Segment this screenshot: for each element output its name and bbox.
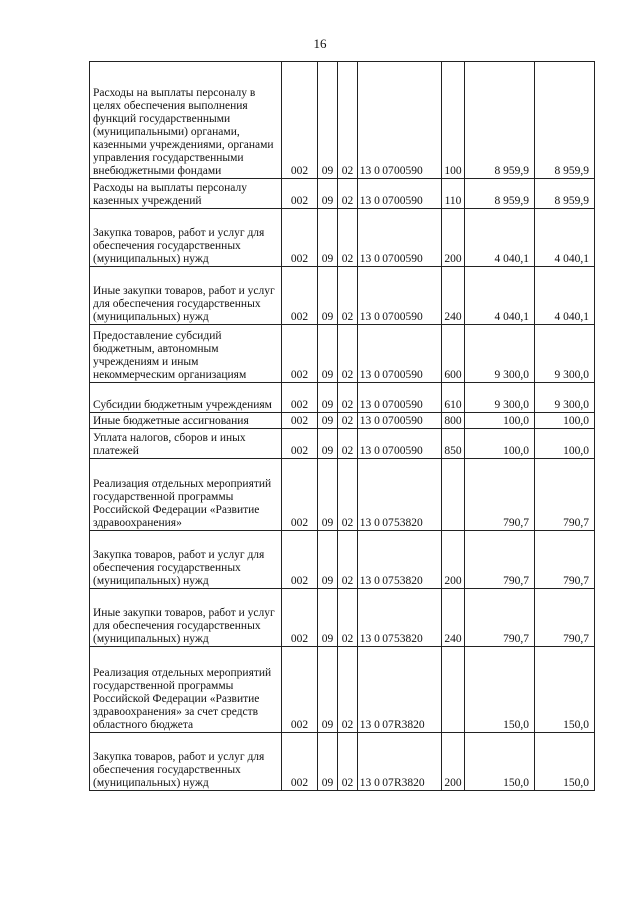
- amount-1: 9 300,0: [465, 383, 535, 413]
- expense-type-code: 800: [442, 413, 465, 429]
- subsection-code: 02: [338, 459, 358, 531]
- ved-code: 002: [282, 325, 318, 383]
- target-article-part: 0: [374, 777, 380, 789]
- ved-code: 002: [282, 209, 318, 267]
- target-article-part: 00590: [394, 415, 423, 427]
- target-article-part: 13: [359, 719, 372, 731]
- section-code: 09: [318, 531, 338, 589]
- amount-1: 4 040,1: [465, 267, 535, 325]
- target-article-part: 13: [359, 195, 372, 207]
- amount-2: 9 300,0: [535, 325, 595, 383]
- subsection-code: 02: [338, 267, 358, 325]
- amount-1: 150,0: [465, 733, 535, 791]
- subsection-code: 02: [338, 383, 358, 413]
- target-article-part: 0: [374, 165, 380, 177]
- target-article-part: 07: [382, 517, 394, 529]
- row-name: Реализация отдельных мероприятий государственной программы Российской Федерации «Развитие здравоохранения» за счет средств областного бюджета: [90, 647, 282, 733]
- target-article-part: 00590: [394, 445, 423, 457]
- amount-2: 9 300,0: [535, 383, 595, 413]
- ved-code: 002: [282, 179, 318, 209]
- subsection-code: 02: [338, 62, 358, 179]
- section-code: 09: [318, 429, 338, 459]
- target-article-code: [358, 413, 442, 429]
- target-article-part: 13: [359, 445, 372, 457]
- ved-code: 002: [282, 531, 318, 589]
- section-code: 09: [318, 383, 338, 413]
- ved-code: 002: [282, 733, 318, 791]
- subsection-code: 02: [338, 325, 358, 383]
- target-article-code: [358, 267, 442, 325]
- target-article-part: 00590: [394, 311, 423, 323]
- target-article-part: 00590: [394, 369, 423, 381]
- amount-2: 790,7: [535, 459, 595, 531]
- target-article-part: 00590: [394, 195, 423, 207]
- amount-2: 4 040,1: [535, 267, 595, 325]
- target-article-part: 07: [382, 575, 394, 587]
- ved-code: 002: [282, 459, 318, 531]
- target-article-part: 00590: [394, 399, 423, 411]
- target-article-part: 13: [359, 575, 372, 587]
- expense-type-code: 200: [442, 209, 465, 267]
- target-article-part: 0: [374, 517, 380, 529]
- amount-2: 150,0: [535, 733, 595, 791]
- ved-code: 002: [282, 267, 318, 325]
- table-row: [90, 647, 595, 733]
- amount-2: 790,7: [535, 589, 595, 647]
- table-row: [90, 413, 595, 429]
- amount-2: 100,0: [535, 429, 595, 459]
- ved-code: 002: [282, 62, 318, 179]
- subsection-code: 02: [338, 429, 358, 459]
- amount-1: 100,0: [465, 429, 535, 459]
- target-article-part: 0: [374, 311, 380, 323]
- amount-1: 150,0: [465, 647, 535, 733]
- amount-2: 8 959,9: [535, 62, 595, 179]
- ved-code: 002: [282, 383, 318, 413]
- target-article-code: [358, 62, 442, 179]
- target-article-code: [358, 733, 442, 791]
- subsection-code: 02: [338, 179, 358, 209]
- expense-type-code: [442, 647, 465, 733]
- target-article-part: 07: [382, 633, 394, 645]
- row-name: Расходы на выплаты персоналу в целях обеспечения выполнения функций государственными (муниципальными) органами, казенными учреждениями, органами управления государственными внебюджетными фондами: [90, 62, 282, 179]
- target-article-code: [358, 325, 442, 383]
- target-article-part: 13: [359, 369, 372, 381]
- section-code: 09: [318, 647, 338, 733]
- target-article-part: 07: [382, 195, 394, 207]
- target-article-code: [358, 209, 442, 267]
- target-article-part: 07: [382, 719, 394, 731]
- target-article-part: 0: [374, 415, 380, 427]
- row-name: Иные бюджетные ассигнования: [90, 413, 282, 429]
- amount-2: 8 959,9: [535, 179, 595, 209]
- target-article-part: R3820: [394, 719, 425, 731]
- section-code: 09: [318, 179, 338, 209]
- expense-type-code: 200: [442, 531, 465, 589]
- table-row: [90, 62, 595, 179]
- table-row: [90, 383, 595, 413]
- amount-1: 4 040,1: [465, 209, 535, 267]
- subsection-code: 02: [338, 733, 358, 791]
- section-code: 09: [318, 589, 338, 647]
- row-name: Иные закупки товаров, работ и услуг для обеспечения государственных (муниципальных) нужд: [90, 267, 282, 325]
- row-name: Уплата налогов, сборов и иных платежей: [90, 429, 282, 459]
- section-code: 09: [318, 459, 338, 531]
- page-number: 16: [313, 36, 327, 51]
- target-article-part: R3820: [394, 777, 425, 789]
- amount-2: 790,7: [535, 531, 595, 589]
- expense-type-code: 600: [442, 325, 465, 383]
- target-article-part: 07: [382, 445, 394, 457]
- expense-type-code: 110: [442, 179, 465, 209]
- table-row: [90, 459, 595, 531]
- target-article-part: 0: [374, 633, 380, 645]
- target-article-part: 07: [382, 253, 394, 265]
- row-name: Реализация отдельных мероприятий государственной программы Российской Федерации «Развитие здравоохранения»: [90, 459, 282, 531]
- amount-1: 790,7: [465, 589, 535, 647]
- amount-1: 8 959,9: [465, 62, 535, 179]
- table-row: [90, 267, 595, 325]
- target-article-part: 13: [359, 415, 372, 427]
- target-article-code: [358, 531, 442, 589]
- amount-2: 4 040,1: [535, 209, 595, 267]
- target-article-part: 0: [374, 719, 380, 731]
- target-article-part: 07: [382, 369, 394, 381]
- expense-type-code: 610: [442, 383, 465, 413]
- target-article-part: 13: [359, 165, 372, 177]
- row-name: Иные закупки товаров, работ и услуг для обеспечения государственных (муниципальных) нужд: [90, 589, 282, 647]
- amount-1: 8 959,9: [465, 179, 535, 209]
- target-article-part: 0: [374, 369, 380, 381]
- target-article-code: [358, 179, 442, 209]
- target-article-code: [358, 589, 442, 647]
- target-article-part: 13: [359, 399, 372, 411]
- subsection-code: 02: [338, 209, 358, 267]
- row-name: Закупка товаров, работ и услуг для обеспечения государственных (муниципальных) нужд: [90, 733, 282, 791]
- subsection-code: 02: [338, 647, 358, 733]
- subsection-code: 02: [338, 413, 358, 429]
- target-article-part: 0: [374, 399, 380, 411]
- target-article-part: 07: [382, 399, 394, 411]
- row-name: Субсидии бюджетным учреждениям: [90, 383, 282, 413]
- ved-code: 002: [282, 647, 318, 733]
- target-article-part: 53820: [394, 517, 423, 529]
- target-article-code: [358, 459, 442, 531]
- row-name: Предоставление субсидий бюджетным, автономным учреждениям и иным некоммерческим организациям: [90, 325, 282, 383]
- table-row: [90, 429, 595, 459]
- amount-1: 790,7: [465, 459, 535, 531]
- table-row: [90, 733, 595, 791]
- section-code: 09: [318, 267, 338, 325]
- target-article-part: 13: [359, 777, 372, 789]
- expense-type-code: 850: [442, 429, 465, 459]
- target-article-code: [358, 647, 442, 733]
- ved-code: 002: [282, 413, 318, 429]
- target-article-code: [358, 383, 442, 413]
- target-article-part: 0: [374, 445, 380, 457]
- subsection-code: 02: [338, 531, 358, 589]
- row-name: Закупка товаров, работ и услуг для обеспечения государственных (муниципальных) нужд: [90, 531, 282, 589]
- target-article-part: 53820: [394, 633, 423, 645]
- target-article-part: 00590: [394, 165, 423, 177]
- target-article-part: 0: [374, 195, 380, 207]
- section-code: 09: [318, 413, 338, 429]
- expense-type-code: 200: [442, 733, 465, 791]
- target-article-part: 07: [382, 415, 394, 427]
- table-row: [90, 589, 595, 647]
- expense-type-code: [442, 459, 465, 531]
- expense-type-code: 240: [442, 267, 465, 325]
- amount-2: 150,0: [535, 647, 595, 733]
- amount-1: 790,7: [465, 531, 535, 589]
- table-row: [90, 179, 595, 209]
- target-article-part: 13: [359, 311, 372, 323]
- target-article-part: 53820: [394, 575, 423, 587]
- amount-1: 100,0: [465, 413, 535, 429]
- row-name: Расходы на выплаты персоналу казенных учреждений: [90, 179, 282, 209]
- table-row: [90, 209, 595, 267]
- row-name: Закупка товаров, работ и услуг для обеспечения государственных (муниципальных) нужд: [90, 209, 282, 267]
- target-article-part: 13: [359, 517, 372, 529]
- section-code: 09: [318, 325, 338, 383]
- expense-type-code: 100: [442, 62, 465, 179]
- expense-type-code: 240: [442, 589, 465, 647]
- amount-1: 9 300,0: [465, 325, 535, 383]
- target-article-part: 07: [382, 165, 394, 177]
- target-article-part: 13: [359, 633, 372, 645]
- ved-code: 002: [282, 429, 318, 459]
- target-article-code: [358, 429, 442, 459]
- table-row: [90, 531, 595, 589]
- section-code: 09: [318, 209, 338, 267]
- target-article-part: 0: [374, 253, 380, 265]
- target-article-part: 13: [359, 253, 372, 265]
- target-article-part: 07: [382, 311, 394, 323]
- amount-2: 100,0: [535, 413, 595, 429]
- target-article-part: 0: [374, 575, 380, 587]
- budget-table: [89, 61, 595, 791]
- subsection-code: 02: [338, 589, 358, 647]
- table-row: [90, 325, 595, 383]
- target-article-part: 00590: [394, 253, 423, 265]
- section-code: 09: [318, 733, 338, 791]
- ved-code: 002: [282, 589, 318, 647]
- target-article-part: 07: [382, 777, 394, 789]
- section-code: 09: [318, 62, 338, 179]
